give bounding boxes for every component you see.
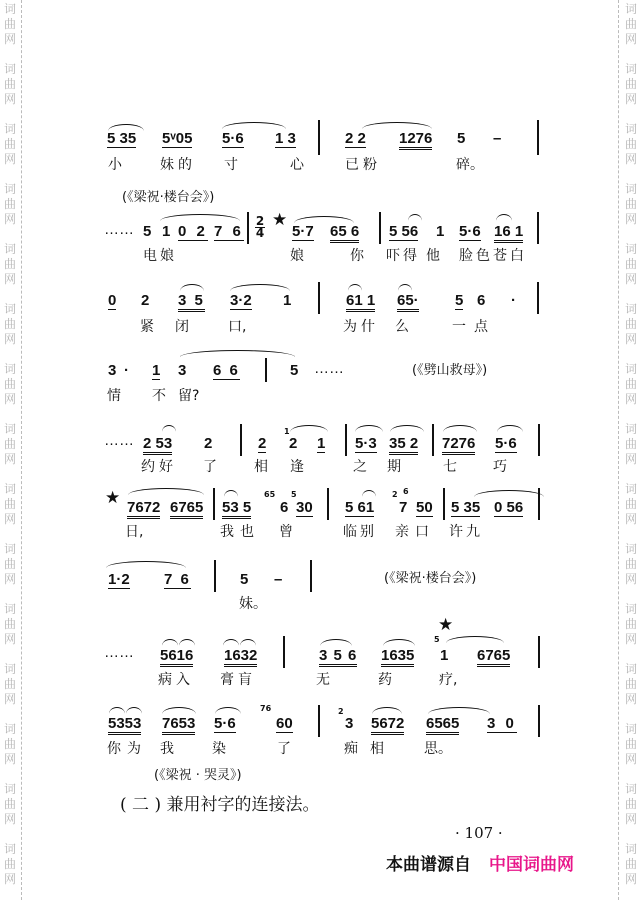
slur [106, 561, 186, 568]
ts-bottom: 4 [255, 226, 265, 240]
barline [318, 120, 320, 155]
barline [538, 488, 540, 520]
note-group: 3 5 6 [319, 648, 357, 667]
lyric: 许九 [449, 524, 483, 540]
grace-note: 6 [403, 487, 409, 496]
watermark-group: 词 曲 网 [3, 2, 16, 46]
slur [362, 490, 376, 497]
note-group: 5616 [160, 648, 193, 667]
lyric: 巧 [493, 459, 507, 475]
barline [214, 560, 216, 592]
note-group: 5ᵛ05 [162, 130, 193, 147]
note-group: 1276 [399, 131, 432, 150]
lyric: 之 [353, 459, 367, 475]
watermark-group: 词 曲 网 [624, 2, 637, 46]
slur [290, 425, 328, 432]
note: 0 [108, 292, 117, 309]
note-group: 2 53 [143, 436, 172, 455]
slur [320, 639, 352, 646]
lyric: 脸色苍白 [459, 248, 527, 264]
page-number: · 107 · [455, 824, 503, 842]
barline [327, 488, 329, 520]
dot: · [511, 292, 516, 309]
note-group: 0 2 [178, 223, 208, 240]
slur [348, 284, 362, 291]
barline [538, 424, 540, 456]
watermark-group: 词 曲 网 [624, 242, 637, 286]
note-group: 2 2 [345, 130, 366, 147]
watermark-group: 词 曲 网 [3, 542, 16, 586]
slur [160, 214, 240, 221]
note-group: 1632 [224, 648, 257, 667]
lyric: 日, [125, 524, 144, 540]
watermark-group: 词 曲 网 [3, 662, 16, 706]
lyric: 你 [350, 248, 364, 264]
lyric: 你为 [107, 741, 147, 757]
lyric: 么 [395, 319, 409, 335]
note-group: 5353 [108, 716, 141, 735]
lyric: 疗, [439, 672, 458, 688]
watermark-group: 词 曲 网 [624, 182, 637, 226]
note: 2 [289, 435, 298, 452]
lyric: 一点 [452, 319, 496, 335]
footer-brand-link[interactable]: 中国词曲网 [489, 855, 574, 875]
note-group: 7653 [162, 716, 195, 735]
barline [432, 424, 434, 456]
ellipsis: …… [104, 644, 134, 661]
lyric: 无 [316, 672, 330, 688]
watermark-group: 词 曲 网 [624, 542, 637, 586]
slur [398, 284, 412, 291]
grace-note: 2 [392, 490, 398, 499]
slur [355, 425, 383, 432]
note: 1 [436, 223, 445, 240]
barline [240, 424, 242, 456]
lyric: 不 [152, 388, 166, 404]
note-group: 3·2 [230, 292, 252, 309]
slur [126, 707, 142, 714]
source-citation: (《梁祝·楼台会》) [122, 190, 215, 205]
note-group: 1635 [381, 648, 414, 667]
note-group: 3 5 [178, 293, 205, 312]
slur [180, 350, 295, 357]
note-group: 5672 [371, 716, 404, 735]
watermark-group: 词 曲 网 [624, 662, 637, 706]
note: 1 [283, 292, 292, 309]
note: 1 [152, 362, 161, 379]
lyric: 他 [426, 248, 440, 264]
note: 2 [141, 292, 150, 309]
note-group: 65· [397, 293, 419, 312]
slur [162, 707, 196, 714]
note-group: 61 1 [346, 293, 375, 312]
barline [318, 705, 320, 737]
watermark-group: 词 曲 网 [3, 122, 16, 166]
barline [247, 212, 249, 244]
lyric: 亲口 [395, 524, 435, 540]
lyric: 期 [387, 459, 401, 475]
slur [230, 284, 290, 291]
barline [379, 212, 381, 244]
source-citation: (《梁祝 · 哭灵》) [154, 768, 242, 783]
lyric: 碎。 [456, 157, 484, 173]
lyric: 思。 [424, 741, 452, 757]
note-group: 5·3 [355, 435, 377, 452]
barline [345, 424, 347, 456]
grace-note: 2 [338, 707, 344, 716]
note-group: 16 1 [494, 224, 523, 243]
lyric: 痴 [344, 741, 358, 757]
watermark-group: 词 曲 网 [624, 362, 637, 406]
slur [128, 488, 204, 495]
watermark-group: 词 曲 网 [3, 722, 16, 766]
note-group: 60 [276, 715, 293, 732]
lyric: 吓得 [386, 248, 420, 264]
barline [537, 282, 539, 314]
watermark-group: 词 曲 网 [624, 722, 637, 766]
barline [538, 636, 540, 668]
lyric: 已粉 [345, 157, 381, 173]
note: 3 [178, 362, 187, 379]
note: 2 [258, 435, 267, 452]
watermark-group: 词 曲 网 [3, 842, 16, 886]
watermark-group: 词 曲 网 [3, 362, 16, 406]
note-group: 35 2 [389, 436, 418, 455]
dot: · [124, 362, 129, 379]
slur [162, 425, 176, 432]
note: 3 [108, 362, 117, 379]
note-group: 5·7 [292, 223, 314, 240]
grace-note: 5 [434, 635, 440, 644]
note-group: 5 56 [389, 223, 419, 240]
slur [180, 284, 204, 291]
slur [362, 122, 432, 129]
lyric: 了 [277, 741, 291, 757]
note: 6 [280, 499, 289, 516]
watermark-group: 词 曲 网 [624, 482, 637, 526]
slur [446, 636, 504, 643]
lyric: 病入 [158, 672, 194, 688]
source-citation: (《梁祝·楼台会》) [384, 571, 477, 586]
footer-prefix: 本曲谱源自 [386, 855, 471, 875]
lyric: 妹。 [239, 596, 267, 612]
lyric: 相 [254, 459, 268, 475]
note-group: 5 35 [107, 130, 137, 147]
watermark-group: 词 曲 网 [624, 842, 637, 886]
time-signature [255, 216, 265, 239]
barline [213, 488, 215, 520]
note: 5 [455, 292, 464, 309]
ellipsis: …… [104, 221, 134, 238]
lyric: 留? [178, 388, 200, 404]
note: 5 [457, 130, 466, 147]
note-group: 5·6 [222, 130, 244, 147]
slur [390, 425, 424, 432]
lyric: 小 [108, 157, 122, 173]
watermark-group: 词 曲 网 [3, 302, 16, 346]
star-icon: ★ [438, 615, 454, 635]
note: 5 [290, 362, 299, 379]
note-group: 7 6 [214, 223, 244, 240]
barline [537, 120, 539, 155]
ellipsis: …… [314, 360, 344, 377]
slur [443, 425, 477, 432]
note-group: 6765 [170, 500, 203, 519]
lyric: 为什 [343, 319, 379, 335]
barline [318, 282, 320, 314]
watermark-group: 词 曲 网 [624, 62, 637, 106]
note-group: 3 0 [487, 715, 517, 732]
lyric: 口, [228, 319, 247, 335]
note-group: 53 5 [222, 500, 251, 519]
note: 1 [162, 223, 171, 240]
note: 5 [143, 223, 152, 240]
slur [222, 122, 286, 129]
note-group: 50 [416, 499, 433, 516]
dashed-border-left [21, 0, 22, 900]
lyric: 相 [370, 741, 384, 757]
slur [224, 490, 238, 497]
ellipsis: …… [104, 432, 134, 449]
lyric: 娘 [290, 248, 304, 264]
lyric: 膏肓 [220, 672, 256, 688]
watermark-group: 词 曲 网 [3, 482, 16, 526]
lyric: 心 [290, 157, 304, 173]
grace-note: 5 [291, 490, 297, 499]
grace-note: 65 [264, 490, 276, 499]
ts-top: 2 [255, 214, 265, 228]
note-group: 6565 [426, 716, 459, 735]
watermark-group: 词 曲 网 [3, 782, 16, 826]
slur [497, 425, 523, 432]
star-icon: ★ [272, 210, 288, 230]
note-group: 1·2 [108, 571, 130, 588]
footer-credit [386, 850, 574, 875]
barline [537, 212, 539, 244]
barline [283, 636, 285, 668]
slur [215, 707, 241, 714]
note-group: 65 6 [330, 224, 359, 243]
watermark-group: 词 曲 网 [3, 602, 16, 646]
lyric: 曾 [279, 524, 293, 540]
lyric: 我 [160, 741, 174, 757]
barline [265, 358, 267, 382]
note-group: 7672 [127, 500, 160, 519]
grace-note: 76 [260, 704, 272, 713]
barline [443, 488, 445, 520]
watermark-left [0, 0, 20, 900]
note: 6 [477, 292, 486, 309]
lyric: 情 [107, 388, 121, 404]
slur [383, 639, 415, 646]
slur [179, 639, 195, 646]
note-group: 5·6 [214, 715, 236, 732]
source-citation: (《劈山救母》) [412, 363, 488, 378]
slur [223, 639, 239, 646]
lyric: 约好 [141, 459, 177, 475]
watermark-group: 词 曲 网 [3, 422, 16, 466]
lyric: 了 [203, 459, 217, 475]
dashed-border-right [618, 0, 619, 900]
note: 1 [317, 435, 326, 452]
watermark-group: 词 曲 网 [624, 422, 637, 466]
barline [538, 705, 540, 737]
watermark-group: 词 曲 网 [624, 602, 637, 646]
lyric: 紧 [140, 319, 154, 335]
note-group: 1 3 [275, 130, 296, 147]
watermark-group: 词 曲 网 [3, 242, 16, 286]
lyric: 寸 [224, 157, 238, 173]
lyric: 染 [212, 741, 226, 757]
note-group: 6 6 [213, 362, 240, 379]
note-group: 0 56 [494, 499, 524, 516]
note-group: 5·6 [459, 223, 481, 240]
section-heading: ( 二 ) 兼用衬字的连接法。 [120, 795, 320, 815]
note: 1 [440, 647, 449, 664]
slur [496, 214, 512, 221]
watermark-group: 词 曲 网 [624, 782, 637, 826]
watermark-group: 词 曲 网 [3, 62, 16, 106]
slur [162, 639, 178, 646]
note: 3 [345, 715, 354, 732]
note: 5 [240, 571, 249, 588]
slur [240, 639, 256, 646]
slur [109, 707, 125, 714]
dash: – [274, 571, 283, 588]
note-group: 6765 [477, 648, 510, 667]
note-group: 7 6 [164, 571, 191, 588]
dash: – [493, 130, 502, 147]
lyric: 闭 [175, 319, 189, 335]
note-group: 5 61 [345, 499, 375, 516]
note-group: 5·6 [495, 435, 517, 452]
lyric: 临别 [343, 524, 377, 540]
lyric: 七 [443, 459, 457, 475]
lyric: 药 [378, 672, 392, 688]
slur [408, 214, 422, 221]
note: 2 [204, 435, 213, 452]
slur [428, 707, 490, 714]
slur [372, 707, 402, 714]
note-group: 5 35 [451, 499, 481, 516]
lyric: 我也 [220, 524, 260, 540]
watermark-group: 词 曲 网 [3, 182, 16, 226]
watermark-right [621, 0, 640, 900]
grace-note: 1 [284, 427, 290, 436]
lyric: 电娘 [143, 248, 177, 264]
lyric: 逢 [290, 459, 304, 475]
barline [310, 560, 312, 592]
slur [474, 490, 544, 497]
lyric: 妹的 [160, 157, 196, 173]
watermark-group: 词 曲 网 [624, 122, 637, 166]
note: 7 [399, 499, 408, 516]
watermark-group: 词 曲 网 [624, 302, 637, 346]
star-icon: ★ [105, 488, 121, 508]
note-group: 30 [296, 499, 313, 516]
note-group: 7276 [442, 436, 475, 455]
slur [294, 216, 354, 223]
